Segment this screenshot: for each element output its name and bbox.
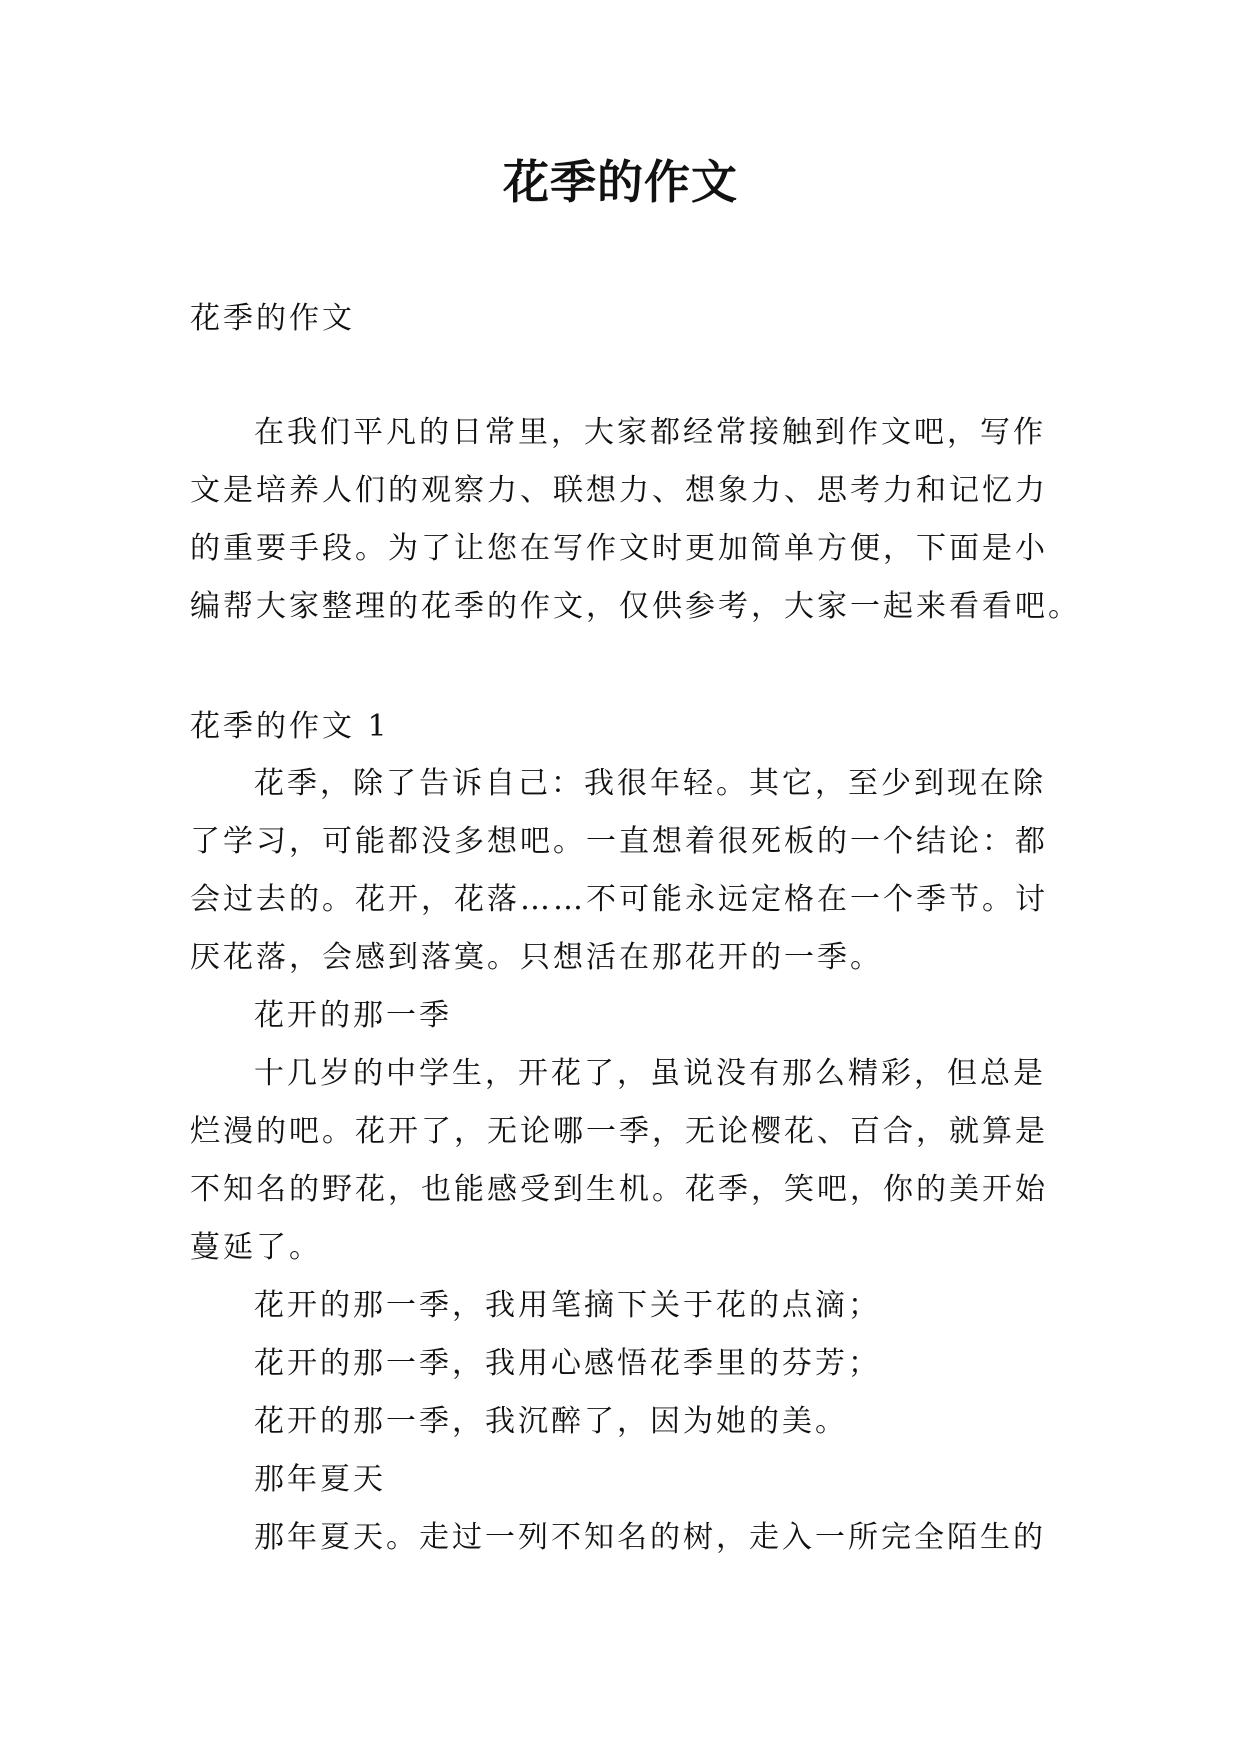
section-line: 花开的那一季，我沉醉了，因为她的美。: [254, 1404, 848, 1439]
section-heading-text: 花季的作文 1: [190, 709, 390, 744]
intro-line: 文是培养人们的观察力、联想力、想象力、思考力和记忆力: [190, 473, 1048, 508]
section-line: 不知名的野花，也能感受到生机。花季，笑吧，你的美开始: [190, 1172, 1048, 1207]
section-line: 了学习，可能都没多想吧。一直想着很死板的一个结论：都: [190, 824, 1048, 859]
intro-line: 的重要手段。为了让您在写作文时更加简单方便，下面是小: [190, 531, 1048, 566]
document-title: 花季的作文: [503, 155, 738, 209]
section-line: 烂漫的吧。花开了，无论哪一季，无论樱花、百合，就算是: [190, 1114, 1048, 1149]
section-line: 十几岁的中学生，开花了，虽说没有那么精彩，但总是: [254, 1056, 1046, 1091]
section-body: [190, 755, 1050, 1567]
section-line: 花开的那一季，我用笔摘下关于花的点滴；: [254, 1288, 881, 1323]
intro-line: 在我们平凡的日常里，大家都经常接触到作文吧，写作: [254, 415, 1046, 450]
subtitle-text: 花季的作文: [190, 301, 355, 336]
section-line: 厌花落，会感到落寞。只想活在那花开的一季。: [190, 940, 883, 975]
section-heading: [190, 698, 1050, 756]
section-line: 蔓延了。: [190, 1230, 322, 1265]
section-line: 花开的那一季，我用心感悟花季里的芬芳；: [254, 1346, 881, 1381]
section-line: 那年夏天: [254, 1462, 386, 1497]
section-line: 花开的那一季: [254, 998, 452, 1033]
intro-paragraph: [190, 404, 1081, 636]
section-line: 会过去的。花开，花落……不可能永远定格在一个季节。讨: [190, 882, 1048, 917]
document-subtitle: [190, 290, 1050, 348]
intro-line: 编帮大家整理的花季的作文，仅供参考，大家一起来看看吧。: [190, 589, 1081, 624]
section-line: 花季，除了告诉自己：我很年轻。其它，至少到现在除: [254, 766, 1046, 801]
section-line: 那年夏天。走过一列不知名的树，走入一所完全陌生的: [254, 1520, 1046, 1555]
